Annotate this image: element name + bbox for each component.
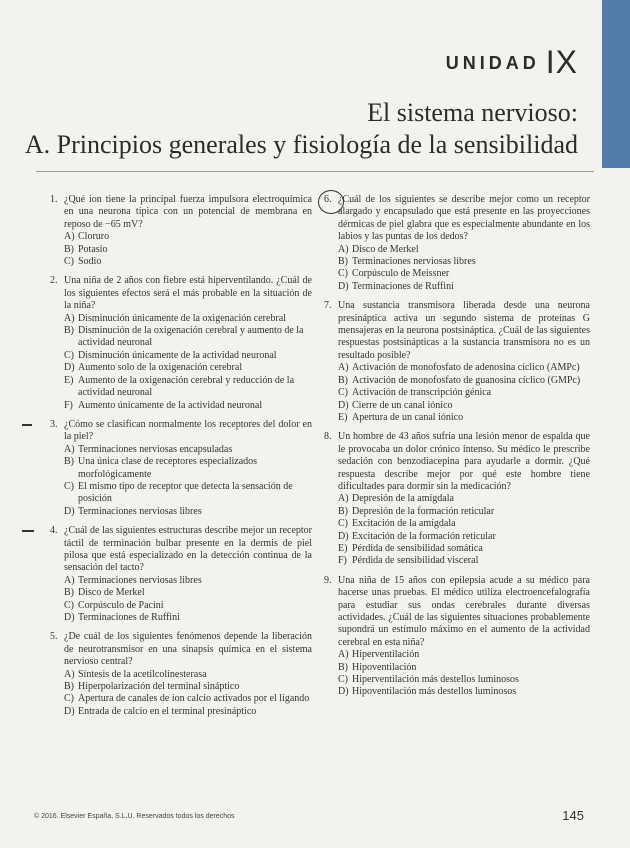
- option-text: Sodio: [78, 256, 102, 268]
- question-stem: ¿Qué ion tiene la principal fuerza impulsora electroquímica en una neurona típica con un potencial de membrana en reposo de −65 mV?: [64, 194, 312, 230]
- option-text: Pérdida de sensibilidad somática: [352, 542, 483, 554]
- question-2: [50, 275, 312, 411]
- option: [64, 587, 312, 599]
- option-text: Potasio: [78, 243, 108, 255]
- question-8: [324, 431, 590, 567]
- option-letter: A): [64, 231, 75, 243]
- question-stem: ¿Cuál de las siguientes estructuras describe mejor un receptor táctil de terminación bulbar presente en la dermis de piel pilosa que está especializado en la detección continua de la sensación del tacto?: [64, 525, 312, 574]
- option-text: Depresión de la formación reticular: [352, 505, 495, 517]
- option-text: Cloruro: [78, 231, 110, 243]
- option-text: Terminaciones nerviosas libres: [352, 256, 476, 268]
- option-letter: E): [338, 542, 348, 554]
- option: [64, 313, 312, 325]
- option: [64, 256, 312, 268]
- option: [64, 444, 312, 456]
- option: [338, 244, 590, 256]
- question-number: 6.: [324, 194, 332, 205]
- question-number: 1.: [50, 194, 58, 205]
- option-letter: D): [338, 280, 349, 292]
- option-text: Terminaciones nerviosas libres: [78, 505, 202, 517]
- option: [338, 281, 590, 293]
- question-stem: ¿Cuál de los siguientes se describe mejor como un receptor alargado y encapsulado que está presente en las proyecciones dérmicas de piel glabra que es especialmente abundante en los labios y las puntas de los dedos?: [338, 194, 590, 243]
- option: [64, 669, 312, 681]
- option-letter: A): [64, 668, 75, 680]
- question-stem: Una sustancia transmisora liberada desde una neurona presináptica activa un segundo sistema de proteínas G mensajeras en la neurona postsináptica. ¿Cuál de las siguientes respuestas postsinápticas a la sustancia transmisora no es un resultado posible?: [338, 300, 590, 361]
- option: [64, 244, 312, 256]
- option-text: Hiperpolarización del terminal sináptico: [78, 681, 240, 693]
- option-letter: A): [338, 493, 349, 505]
- option: [338, 674, 590, 686]
- option-text: Aumento de la oxigenación cerebral y reducción de la actividad neuronal: [78, 374, 295, 399]
- option-letter: B): [338, 256, 348, 268]
- option: [64, 600, 312, 612]
- option: [64, 456, 312, 481]
- option-letter: C): [64, 599, 74, 611]
- option-text: Terminaciones nerviosas libres: [78, 574, 202, 586]
- option-text: Terminaciones de Ruffini: [78, 612, 180, 623]
- option-letter: F): [338, 555, 347, 567]
- unit-number: IX: [545, 44, 578, 80]
- option: [338, 686, 590, 698]
- question-number: 5.: [50, 631, 58, 643]
- option-text: Hiperventilación: [352, 649, 420, 661]
- option-text: Apertura de un canal iónico: [352, 411, 464, 423]
- option: [64, 350, 312, 362]
- question-stem: Un hombre de 43 años sufría una lesión menor de espalda que le provocaba un dolor crónico intenso. Su médico le prescribe sedación con benzodiacepina para ayudarle a dormir. ¿Qué respuesta describe mejor por qué este hombre tiene dificultades para dormir sin la medicación?: [338, 431, 590, 492]
- question-stem: Una niña de 15 años con epilepsia acude a su médico para hacerse unas pruebas. El médico utiliza electroencefalografía para estudiar sus ondas cerebrales durante diversas actividades. ¿Cuál de las siguientes situaciones probablemente supondrá un estímulo máximo en el aumento de la actividad cerebral en esta niña?: [338, 574, 590, 648]
- question-stem: Una niña de 2 años con fiebre está hiperventilando. ¿Cuál de los siguientes efectos será el más probable en la situación de la niña?: [64, 275, 312, 312]
- option: [64, 231, 312, 243]
- option: [338, 387, 590, 399]
- option: [338, 531, 590, 543]
- option-letter: D): [338, 686, 349, 698]
- question-number: 9.: [324, 574, 332, 586]
- option: [64, 575, 312, 587]
- option-letter: D): [338, 399, 349, 411]
- chapter-color-tab: [602, 0, 630, 168]
- option-text: Disminución de la oxigenación cerebral y aumento de la actividad neuronal: [78, 325, 304, 349]
- option-letter: D): [64, 705, 75, 717]
- option-text: Disminución únicamente de la actividad neuronal: [78, 349, 277, 361]
- option: [64, 681, 312, 693]
- option-text: Disco de Merkel: [352, 243, 419, 255]
- option-letter: B): [64, 587, 74, 599]
- option-letter: B): [338, 505, 348, 517]
- option-text: Activación de monofosfato de adenosina cíclico (AMPc): [352, 362, 580, 374]
- option-letter: A): [338, 362, 349, 374]
- question-6: [324, 194, 590, 293]
- unit-word: UNIDAD: [445, 53, 540, 73]
- option-text: Corpúsculo de Meissner: [352, 268, 450, 280]
- option-text: Hiperventilación más destellos luminosos: [352, 674, 519, 686]
- option-letter: E): [338, 411, 348, 423]
- option-letter: B): [64, 456, 74, 468]
- option-text: Apertura de canales de ion calcio activados por el ligando: [78, 693, 310, 705]
- right-column: [324, 194, 590, 706]
- option-text: Depresión de la amígdala: [352, 493, 454, 505]
- option-text: Una única clase de receptores especializados morfológicamente: [78, 456, 258, 480]
- option-text: Activación de monofosfato de guanosina cíclico (GMPc): [352, 374, 581, 386]
- question-number: 2.: [50, 275, 58, 287]
- chapter-title-line2: A. Principios generales y fisiología de la sensibilidad: [24, 130, 578, 159]
- option: [338, 256, 590, 268]
- option: [338, 555, 590, 567]
- option: [338, 400, 590, 412]
- option-letter: C): [338, 518, 348, 530]
- option-text: Entrada de calcio en el terminal presináptico: [78, 705, 257, 717]
- option-text: Cierre de un canal iónico: [352, 399, 453, 411]
- copyright-notice: © 2016. Elsevier España, S.L.U. Reservados todos los derechos: [34, 813, 235, 820]
- option-text: Corpúsculo de Pacini: [78, 599, 164, 611]
- option-letter: C): [338, 387, 348, 399]
- option: [64, 506, 312, 518]
- option: [64, 481, 312, 506]
- option: [64, 612, 312, 624]
- question-number: 7.: [324, 300, 332, 312]
- option-letter: A): [64, 574, 75, 586]
- option-text: Terminaciones de Ruffini: [352, 280, 454, 292]
- option-text: Hipoventilación más destellos luminosos: [352, 686, 517, 698]
- option: [338, 362, 590, 374]
- chapter-title-line1: El sistema nervioso:: [367, 98, 578, 127]
- option-letter: B): [338, 661, 348, 673]
- option-letter: C): [64, 693, 74, 705]
- handwritten-dash-mark: [22, 424, 32, 426]
- option-letter: D): [64, 505, 75, 517]
- option: [338, 268, 590, 280]
- option: [338, 506, 590, 518]
- option: [338, 493, 590, 505]
- question-1: [50, 194, 312, 268]
- option-letter: C): [64, 349, 74, 361]
- option-text: Hipoventilación: [352, 661, 417, 673]
- option-letter: A): [338, 243, 349, 255]
- option-text: Disminución únicamente de la oxigenación cerebral: [78, 312, 286, 324]
- option-letter: A): [64, 312, 75, 324]
- option: [64, 400, 312, 412]
- option: [64, 706, 312, 718]
- option-letter: E): [64, 374, 74, 386]
- option: [338, 375, 590, 387]
- option: [338, 412, 590, 424]
- option-text: Pérdida de sensibilidad visceral: [352, 555, 479, 567]
- question-7: [324, 300, 590, 424]
- option: [338, 543, 590, 555]
- option-letter: B): [64, 243, 74, 255]
- option: [338, 649, 590, 661]
- option-letter: B): [64, 681, 74, 693]
- header-divider: [36, 171, 594, 172]
- option-text: Excitación de la formación reticular: [352, 530, 496, 542]
- option-text: Aumento solo de la oxigenación cerebral: [78, 362, 243, 374]
- option-letter: C): [64, 480, 74, 492]
- option-letter: F): [64, 399, 73, 411]
- option-letter: C): [338, 674, 348, 686]
- option-text: Activación de transcripción génica: [352, 387, 492, 399]
- option: [64, 693, 312, 705]
- option: [338, 518, 590, 530]
- option-letter: C): [64, 256, 74, 268]
- option-text: El mismo tipo de receptor que detecta la sensación de posición: [78, 480, 293, 505]
- unit-heading: [446, 44, 578, 81]
- option-letter: A): [338, 649, 349, 661]
- option-text: Aumento únicamente de la actividad neuronal: [78, 399, 263, 411]
- option-text: Síntesis de la acetilcolinesterasa: [78, 668, 207, 680]
- question-number: 8.: [324, 431, 332, 443]
- option-letter: B): [338, 374, 348, 386]
- option-letter: A): [64, 443, 75, 455]
- question-number: 4.: [50, 525, 58, 537]
- option: [64, 375, 312, 400]
- option-text: Terminaciones nerviosas encapsuladas: [78, 443, 233, 455]
- question-4: [50, 525, 312, 624]
- question-stem: ¿De cuál de los siguientes fenómenos depende la liberación de neurotransmisor en una sinapsis química en el sistema nervioso central?: [64, 631, 312, 668]
- option-text: Disco de Merkel: [78, 587, 145, 599]
- question-9: [324, 575, 590, 699]
- option-letter: B): [64, 325, 74, 337]
- option: [64, 325, 312, 350]
- question-stem: ¿Cómo se clasifican normalmente los receptores del dolor en la piel?: [64, 418, 312, 443]
- option-letter: C): [338, 268, 348, 280]
- question-3: [50, 419, 312, 518]
- option-text: Excitación de la amígdala: [352, 518, 456, 530]
- option: [64, 362, 312, 374]
- option-letter: D): [64, 362, 75, 374]
- page-number: 145: [562, 808, 584, 823]
- option: [338, 662, 590, 674]
- question-number: 3.: [50, 418, 58, 430]
- option-letter: D): [64, 612, 75, 623]
- handwritten-dash-mark: [22, 530, 34, 532]
- left-column: [50, 194, 312, 725]
- question-5: [50, 631, 312, 718]
- option-letter: D): [338, 530, 349, 542]
